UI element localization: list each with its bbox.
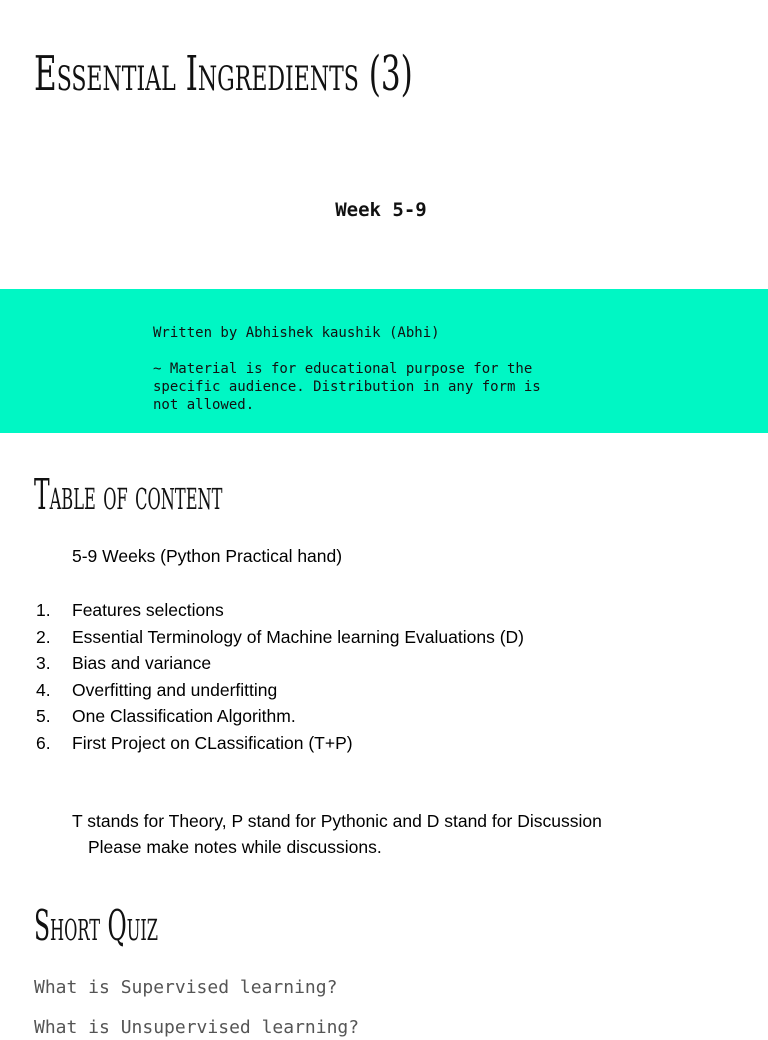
quiz-question-2: What is Unsupervised learning? [34, 1017, 360, 1038]
author-banner [0, 289, 768, 433]
list-item: 4. Overfitting and underfitting [36, 679, 278, 700]
slide-title: Essential Ingredients (3) [34, 46, 413, 102]
quiz-slide [0, 864, 768, 1038]
author-block [153, 324, 593, 414]
disclaimer-line-3: not allowed. [153, 397, 255, 413]
toc-slide [0, 433, 768, 864]
list-item: 2. Essential Terminology of Machine learning Evaluations (D) [36, 626, 524, 647]
note-legend: T stands for Theory, P stand for Pythonic and D stand for Discussion [72, 811, 602, 831]
disclaimer-line-2: specific audience. Distribution in any form is [153, 379, 541, 395]
quiz-question-1: What is Supervised learning? [34, 977, 338, 998]
disclaimer-line-1: ~ Material is for educational purpose for the [153, 361, 533, 377]
list-item: 3. Bias and variance [36, 653, 212, 674]
title-slide [0, 0, 768, 433]
list-item: 1. Features selections [36, 600, 224, 620]
toc-list [36, 597, 524, 757]
slide-subtitle: Week 5-9 [335, 199, 427, 221]
quiz-title: Short Quiz [34, 901, 158, 950]
toc-title: Table of content [34, 470, 223, 519]
list-item: 6. First Project on CLassification (T+P) [36, 732, 353, 753]
note-discussion: Please make notes while discussions. [88, 837, 382, 857]
author-line: Written by Abhishek kaushik (Abhi) [153, 325, 440, 341]
list-item: 5. One Classification Algorithm. [36, 706, 296, 727]
toc-intro: 5-9 Weeks (Python Practical hand) [72, 546, 343, 566]
